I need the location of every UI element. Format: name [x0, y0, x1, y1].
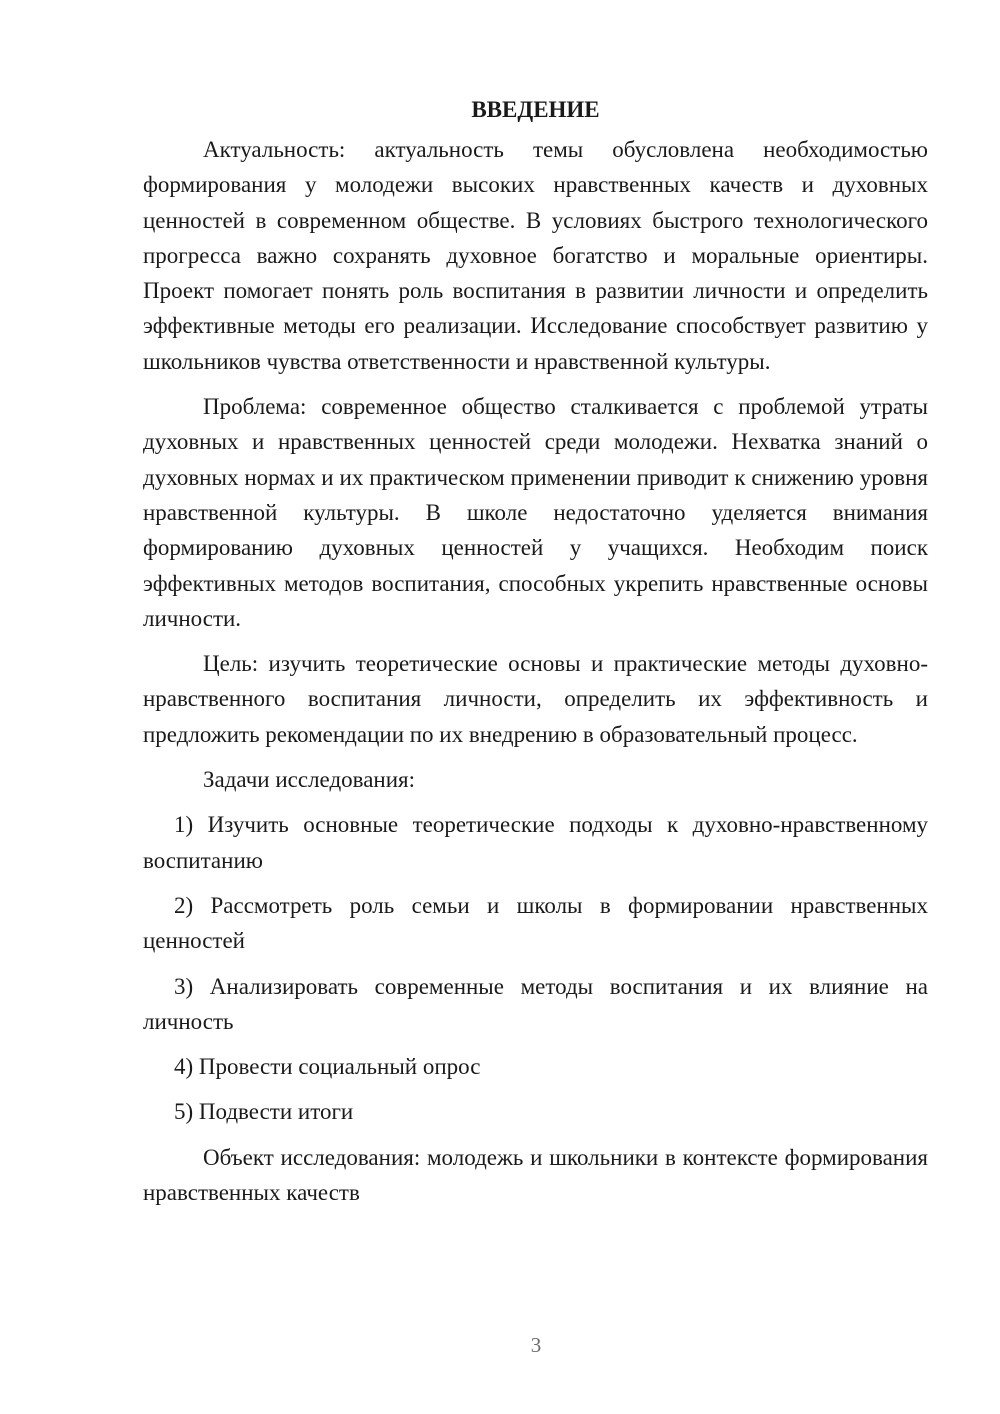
task-item-5: 5) Подвести итоги [174, 1099, 354, 1125]
paragraph-object: Объект исследования: молодежь и школьники в контексте формирования нравственных качеств [143, 1144, 928, 1206]
task-item-2: 2) Рассмотреть роль семьи и школы в формировании нравственных ценностей [143, 892, 928, 954]
paragraph-tasks-title: Задачи исследования: [203, 767, 416, 793]
task-item-1: 1) Изучить основные теоретические подходы к духовно-нравственному воспитанию [143, 812, 928, 873]
paragraph-actuality: Актуальность: актуальность темы обусловлена необходимостью формирования у молодежи высоких нравственных качеств и духовных ценностей в современном обществе. В условиях быстрого технологического прогресса важно сохранять духовное богатство и моральные ориентиры. Проект помогает понять роль воспитания в развитии личности и определить эффективные методы его реализации. Исследование способствует развитию у школьников чувства ответственности и нравственной культуры. [143, 137, 928, 374]
task-item-4: 4) Провести социальный опрос [174, 1054, 481, 1080]
paragraph-problem: Проблема: современное общество сталкивается с проблемой утраты духовных и нравственных ценностей среди молодежи. Нехватка знаний о духовных нормах и их практическом применении приводит к снижению уровня нравственной культуры. В школе недостаточно уделяется внимания формированию духовных ценностей у учащихся. Необходим поиск эффективных методов воспитания, способных укрепить нравственные основы личности. [143, 394, 928, 631]
page-content [143, 92, 928, 1220]
page-number: 3 [530, 1333, 542, 1357]
section-heading: ВВЕДЕНИЕ [471, 97, 600, 122]
task-item-3: 3) Анализировать современные методы воспитания и их влияние на личность [143, 973, 928, 1034]
paragraph-goal: Цель: изучить теоретические основы и практические методы духовно-нравственного воспитания личности, определить их эффективность и предложить рекомендации по их внедрению в образовательный процесс. [143, 651, 928, 747]
